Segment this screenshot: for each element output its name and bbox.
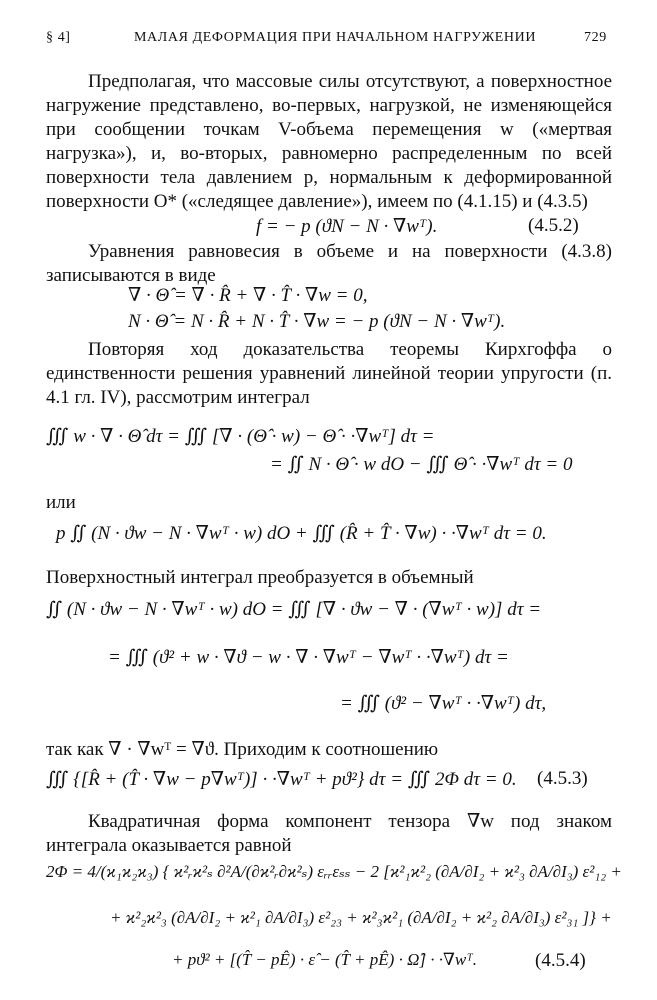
equation-number-4-5-3: (4.5.3) bbox=[537, 768, 588, 789]
paragraph-3: Повторяя ход доказательства теоремы Кирхгоффа о единственности решения уравнений линейной теории упругости (п. 4.1 гл. IV), рассмотрим интеграл bbox=[46, 339, 612, 408]
equation-number-4-5-4: (4.5.4) bbox=[535, 950, 586, 971]
running-head-title: МАЛАЯ ДЕФОРМАЦИЯ ПРИ НАЧАЛЬНОМ НАГРУЖЕНИИ bbox=[134, 30, 537, 45]
integral-equation-line-1: ∭ w · ∇ · Θ̂ dτ = ∭ [∇ · (Θ̂ · w) − Θ̂ · ·∇wᵀ] dτ = bbox=[46, 426, 435, 447]
equation-4-5-3: ∭ {[R̂ + (T̂ · ∇w − p∇wᵀ)] · ·∇wᵀ + pϑ²} dτ = ∭ 2Φ dτ = 0. bbox=[46, 769, 517, 790]
equation-number-4-5-2: (4.5.2) bbox=[528, 215, 579, 236]
equilibrium-equation-surface: N · Θ̂ = N · R̂ + N · T̂ · ∇w = − p (ϑN − N · ∇wᵀ). bbox=[128, 311, 506, 332]
quadratic-form-line-3: + pϑ² + [(T̂ − pÊ) · ε̂ − (T̂ + pÊ) · Ω̂] · ·∇wᵀ. bbox=[172, 950, 478, 969]
integral-equation-line-2: = ∬ N · Θ̂ · w dO − ∭ Θ̂ · ·∇wᵀ dτ = 0 bbox=[270, 454, 573, 475]
paragraph-6: Квадратичная форма компонент тензора ∇w под знаком интеграла оказывается равной bbox=[46, 811, 612, 856]
paragraph-5: так как ∇ · ∇wᵀ = ∇ϑ. Приходим к соотношению bbox=[46, 739, 439, 760]
surface-integral-line-3: = ∭ (ϑ² − ∇wᵀ · ·∇wᵀ) dτ, bbox=[340, 693, 547, 714]
equilibrium-equation-volume: ∇ · Θ̂ = ∇ · R̂ + ∇ · T̂ · ∇w = 0, bbox=[128, 285, 368, 306]
word-or: или bbox=[46, 492, 76, 513]
paragraph-2: Уравнения равновесия в объеме и на поверхности (4.3.8) записываются в виде bbox=[46, 241, 612, 286]
paragraph-4: Поверхностный интеграл преобразуется в объемный bbox=[46, 567, 474, 588]
paragraph-1: Предполагая, что массовые силы отсутствуют, а поверхностное нагружение представлено, во-первых, нагрузкой, не изменяющейся при сообщении точкам V-объема перемещения w («мертвая нагрузка»), и, во-вторых, равномерно распределенным по всей поверхности тела давлением p, нормальным к деформированной поверхности O* («следящее давление»), имеем по (4.1.15) и (4.3.5) bbox=[46, 71, 612, 212]
surface-integral-line-1: ∬ (N · ϑw − N · ∇wᵀ · w) dO = ∭ [∇ · ϑw − ∇ · (∇wᵀ · w)] dτ = bbox=[46, 599, 542, 620]
quadratic-form-line-2: + ϰ²₂ϰ²₃ (∂A/∂I₂ + ϰ²₁ ∂A/∂I₃) ε²₂₃ + ϰ²₃ϰ²₁ (∂A/∂I₂ + ϰ²₂ ∂A/∂I₃) ε²₃₁ ]} + bbox=[110, 908, 612, 927]
integral-equation-alternative: p ∬ (N · ϑw − N · ∇wᵀ · w) dO + ∭ (R̂ + T̂ · ∇w) · ·∇wᵀ dτ = 0. bbox=[56, 523, 547, 544]
surface-integral-line-2: = ∭ (ϑ² + w · ∇ϑ − w · ∇ · ∇wᵀ − ∇wᵀ · ·∇wᵀ) dτ = bbox=[108, 647, 509, 668]
section-marker: § 4] bbox=[46, 30, 71, 45]
equation-4-5-2: f = − p (ϑN − N · ∇wᵀ). bbox=[256, 216, 438, 237]
page-number: 729 bbox=[584, 30, 607, 45]
quadratic-form-line-1: 2Φ = 4/(ϰ₁ϰ₂ϰ₃) { ϰ²ᵣϰ²ₛ ∂²A/(∂ϰ²ᵣ∂ϰ²ₛ) εᵣᵣεₛₛ − 2 [ϰ²₁ϰ²₂ (∂A/∂I₂ + ϰ²₃ ∂A/∂I₃) ε²₁₂ + bbox=[46, 862, 622, 881]
